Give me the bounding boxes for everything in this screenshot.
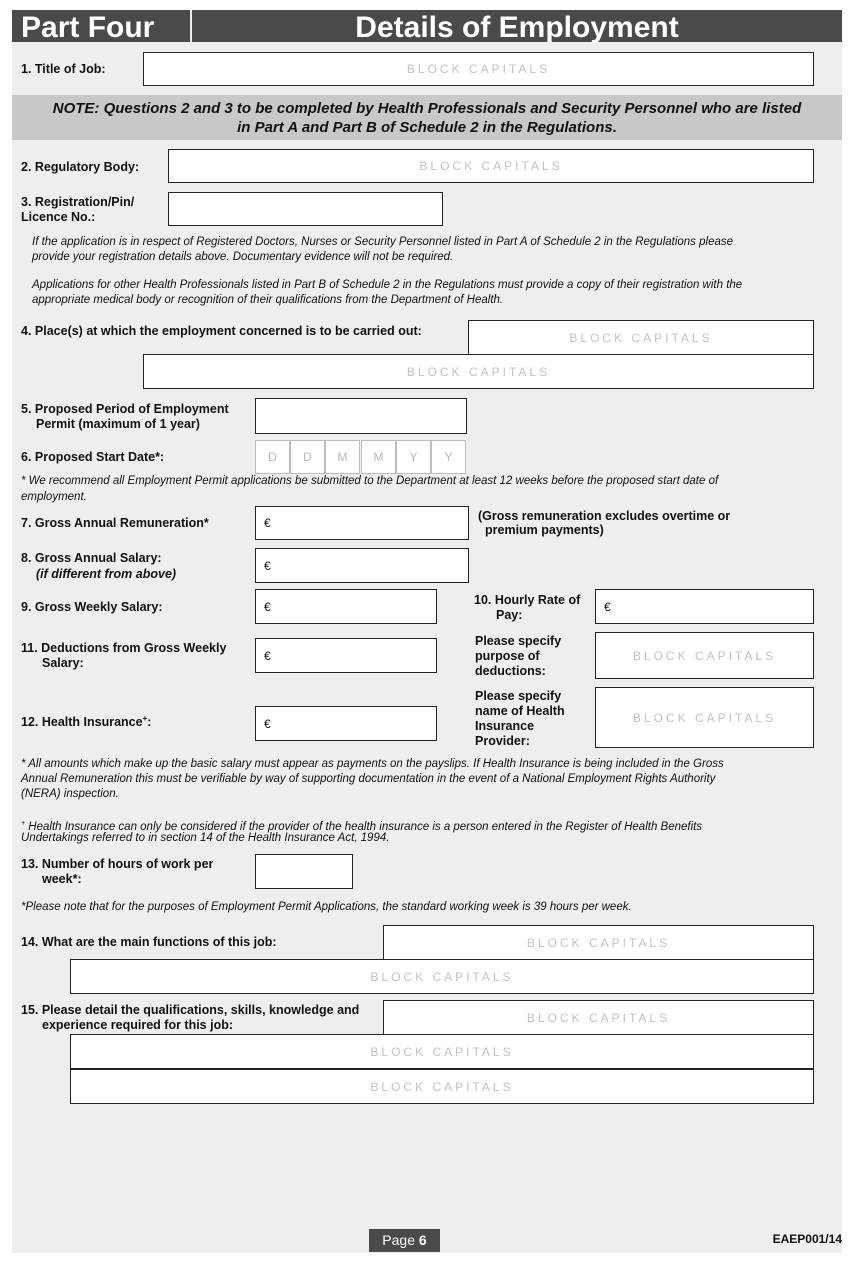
note-amounts-line-3: (NERA) inspection. [21,788,119,800]
q3-label-line-1: 3. Registration/Pin/ [21,195,135,209]
start-date-year-1[interactable]: Y [396,440,431,474]
note-banner-line-1: NOTE: Questions 2 and 3 to be completed by Health Professionals and Security Personnel who are listed [52,100,802,117]
note-start-line-1: * We recommend all Employment Permit applications be submitted to the Department at least 12 weeks before the proposed start date of [21,475,719,487]
note-banner-line-2: in Part A and Part B of Schedule 2 in the Regulations. [237,119,617,136]
euro-symbol: € [264,599,271,614]
q7-label: 7. Gross Annual Remuneration* [21,516,209,530]
deductions-purpose-line-3: deductions: [475,664,546,678]
note-start-line-2: employment. [21,491,87,503]
note-insurance-text: Health Insurance can only be considered if the provider of the health insurance is a person entered in the Register of Health Benefits [25,820,703,833]
start-date-day-1[interactable]: D [255,440,290,474]
insurer-label-line-1: Please specify [475,689,562,703]
q8-label-line-2: (if different from above) [36,567,177,581]
note-part-a-line-2: provide your registration details above. Documentary evidence will not be required. [32,251,454,263]
q12-label-colon: : [147,715,152,730]
q2-label: 2. Regulatory Body: [21,160,140,174]
health-insurance-provider-input[interactable]: BLOCK CAPITALS [595,687,814,748]
euro-symbol: € [604,599,611,614]
q7-aside-line-1: (Gross remuneration excludes overtime or [478,509,731,523]
q13-label-line-1: 13. Number of hours of work per [21,857,214,871]
q14-label: 14. What are the main functions of this job: [21,935,277,949]
q6-label: 6. Proposed Start Date*: [21,450,165,464]
q10-label-line-1: 10. Hourly Rate of [474,593,581,607]
main-functions-input-1[interactable]: BLOCK CAPITALS [383,925,814,960]
note-insurance-line-2: Undertakings referred to in section 14 of the Health Insurance Act, 1994. [21,832,390,844]
note-part-b-line-2: appropriate medical body or recognition of their qualifications from the Department of Health. [32,294,504,306]
q12-label-sup: + [142,714,148,723]
start-date-year-2[interactable]: Y [431,440,466,474]
qualifications-input-2[interactable]: BLOCK CAPITALS [70,1034,814,1069]
deductions-purpose-line-2: purpose of [475,649,540,663]
euro-symbol: € [264,516,271,530]
page-number: 6 [418,1232,427,1248]
insurer-label-line-2: name of Health [475,704,565,718]
gross-annual-salary-input[interactable] [255,548,469,583]
note-amounts-line-2: Annual Remuneration this must be verifiable by way of supporting documentation in the event of a National Employment Rights Authority [21,773,716,785]
page-label: Page [382,1232,415,1248]
q11-label-line-1: 11. Deductions from Gross Weekly [21,641,227,655]
gross-weekly-salary-input[interactable] [255,589,437,624]
euro-symbol: € [264,648,271,663]
euro-symbol: € [264,558,271,573]
deductions-purpose-input[interactable]: BLOCK CAPITALS [595,632,814,679]
form-code: EAEP001/14 [772,1232,842,1246]
q10-label-line-2: Pay: [496,608,523,622]
job-title-input[interactable]: BLOCK CAPITALS [143,52,814,86]
deductions-input[interactable] [255,638,437,673]
q5-label-line-1: 5. Proposed Period of Employment [21,402,229,416]
q15-label-line-2: experience required for this job: [42,1018,234,1032]
q4-label: 4. Place(s) at which the employment concerned is to be carried out: [21,324,422,338]
part-label: Part Four [12,10,190,42]
euro-symbol: € [264,716,271,731]
gross-annual-remuneration-input[interactable] [255,506,469,540]
employment-place-input-2[interactable]: BLOCK CAPITALS [143,354,814,389]
regulatory-body-input[interactable]: BLOCK CAPITALS [168,149,814,183]
note-part-a-line-1: If the application is in respect of Registered Doctors, Nurses or Security Personnel listed in Part A of Schedule 2 in the Regulations please [32,236,734,248]
q7-aside-line-2: premium payments) [485,523,604,537]
q11-label-line-2: Salary: [42,656,84,670]
qualifications-input-1[interactable]: BLOCK CAPITALS [383,1000,814,1035]
note-hours: *Please note that for the purposes of Employment Permit Applications, the standard working week is 39 hours per week. [21,901,632,913]
insurer-label-line-4: Provider: [475,734,530,748]
start-date-month-2[interactable]: M [361,440,396,474]
main-functions-input-2[interactable]: BLOCK CAPITALS [70,959,814,994]
hours-per-week-input[interactable] [255,854,353,889]
start-date-month-1[interactable]: M [325,440,360,474]
q12-label [21,711,151,730]
employment-place-input-1[interactable]: BLOCK CAPITALS [468,320,814,355]
proposed-period-input[interactable] [255,398,467,434]
insurer-label-line-3: Insurance [475,719,535,733]
qualifications-input-3[interactable]: BLOCK CAPITALS [70,1069,814,1104]
q9-label: 9. Gross Weekly Salary: [21,600,163,614]
q13-label-line-2: week*: [42,872,82,886]
note-part-b-line-1: Applications for other Health Professionals listed in Part B of Schedule 2 in the Regulations must provide a copy of their registration with the [32,279,743,291]
start-date-day-2[interactable]: D [290,440,325,474]
deductions-purpose-line-1: Please specify [475,634,562,648]
q8-label-line-1: 8. Gross Annual Salary: [21,551,162,565]
note-amounts-line-1: * All amounts which make up the basic salary must appear as payments on the payslips. If Health Insurance is being included in the Gross [21,758,724,770]
hourly-rate-input[interactable] [595,589,814,624]
page-title: Details of Employment [192,10,842,42]
q15-label-line-1: 15. Please detail the qualifications, skills, knowledge and [21,1003,360,1017]
q3-label-line-2: Licence No.: [21,210,96,224]
registration-number-input[interactable] [168,192,443,226]
health-insurance-input[interactable] [255,706,437,741]
q5-label-line-2: Permit (maximum of 1 year) [36,417,200,431]
q12-label-text: 12. Health Insurance [21,715,143,730]
note-insurance-sup: + [21,820,26,827]
q1-label: 1. Title of Job: [21,62,106,76]
page-number-badge [369,1229,440,1252]
